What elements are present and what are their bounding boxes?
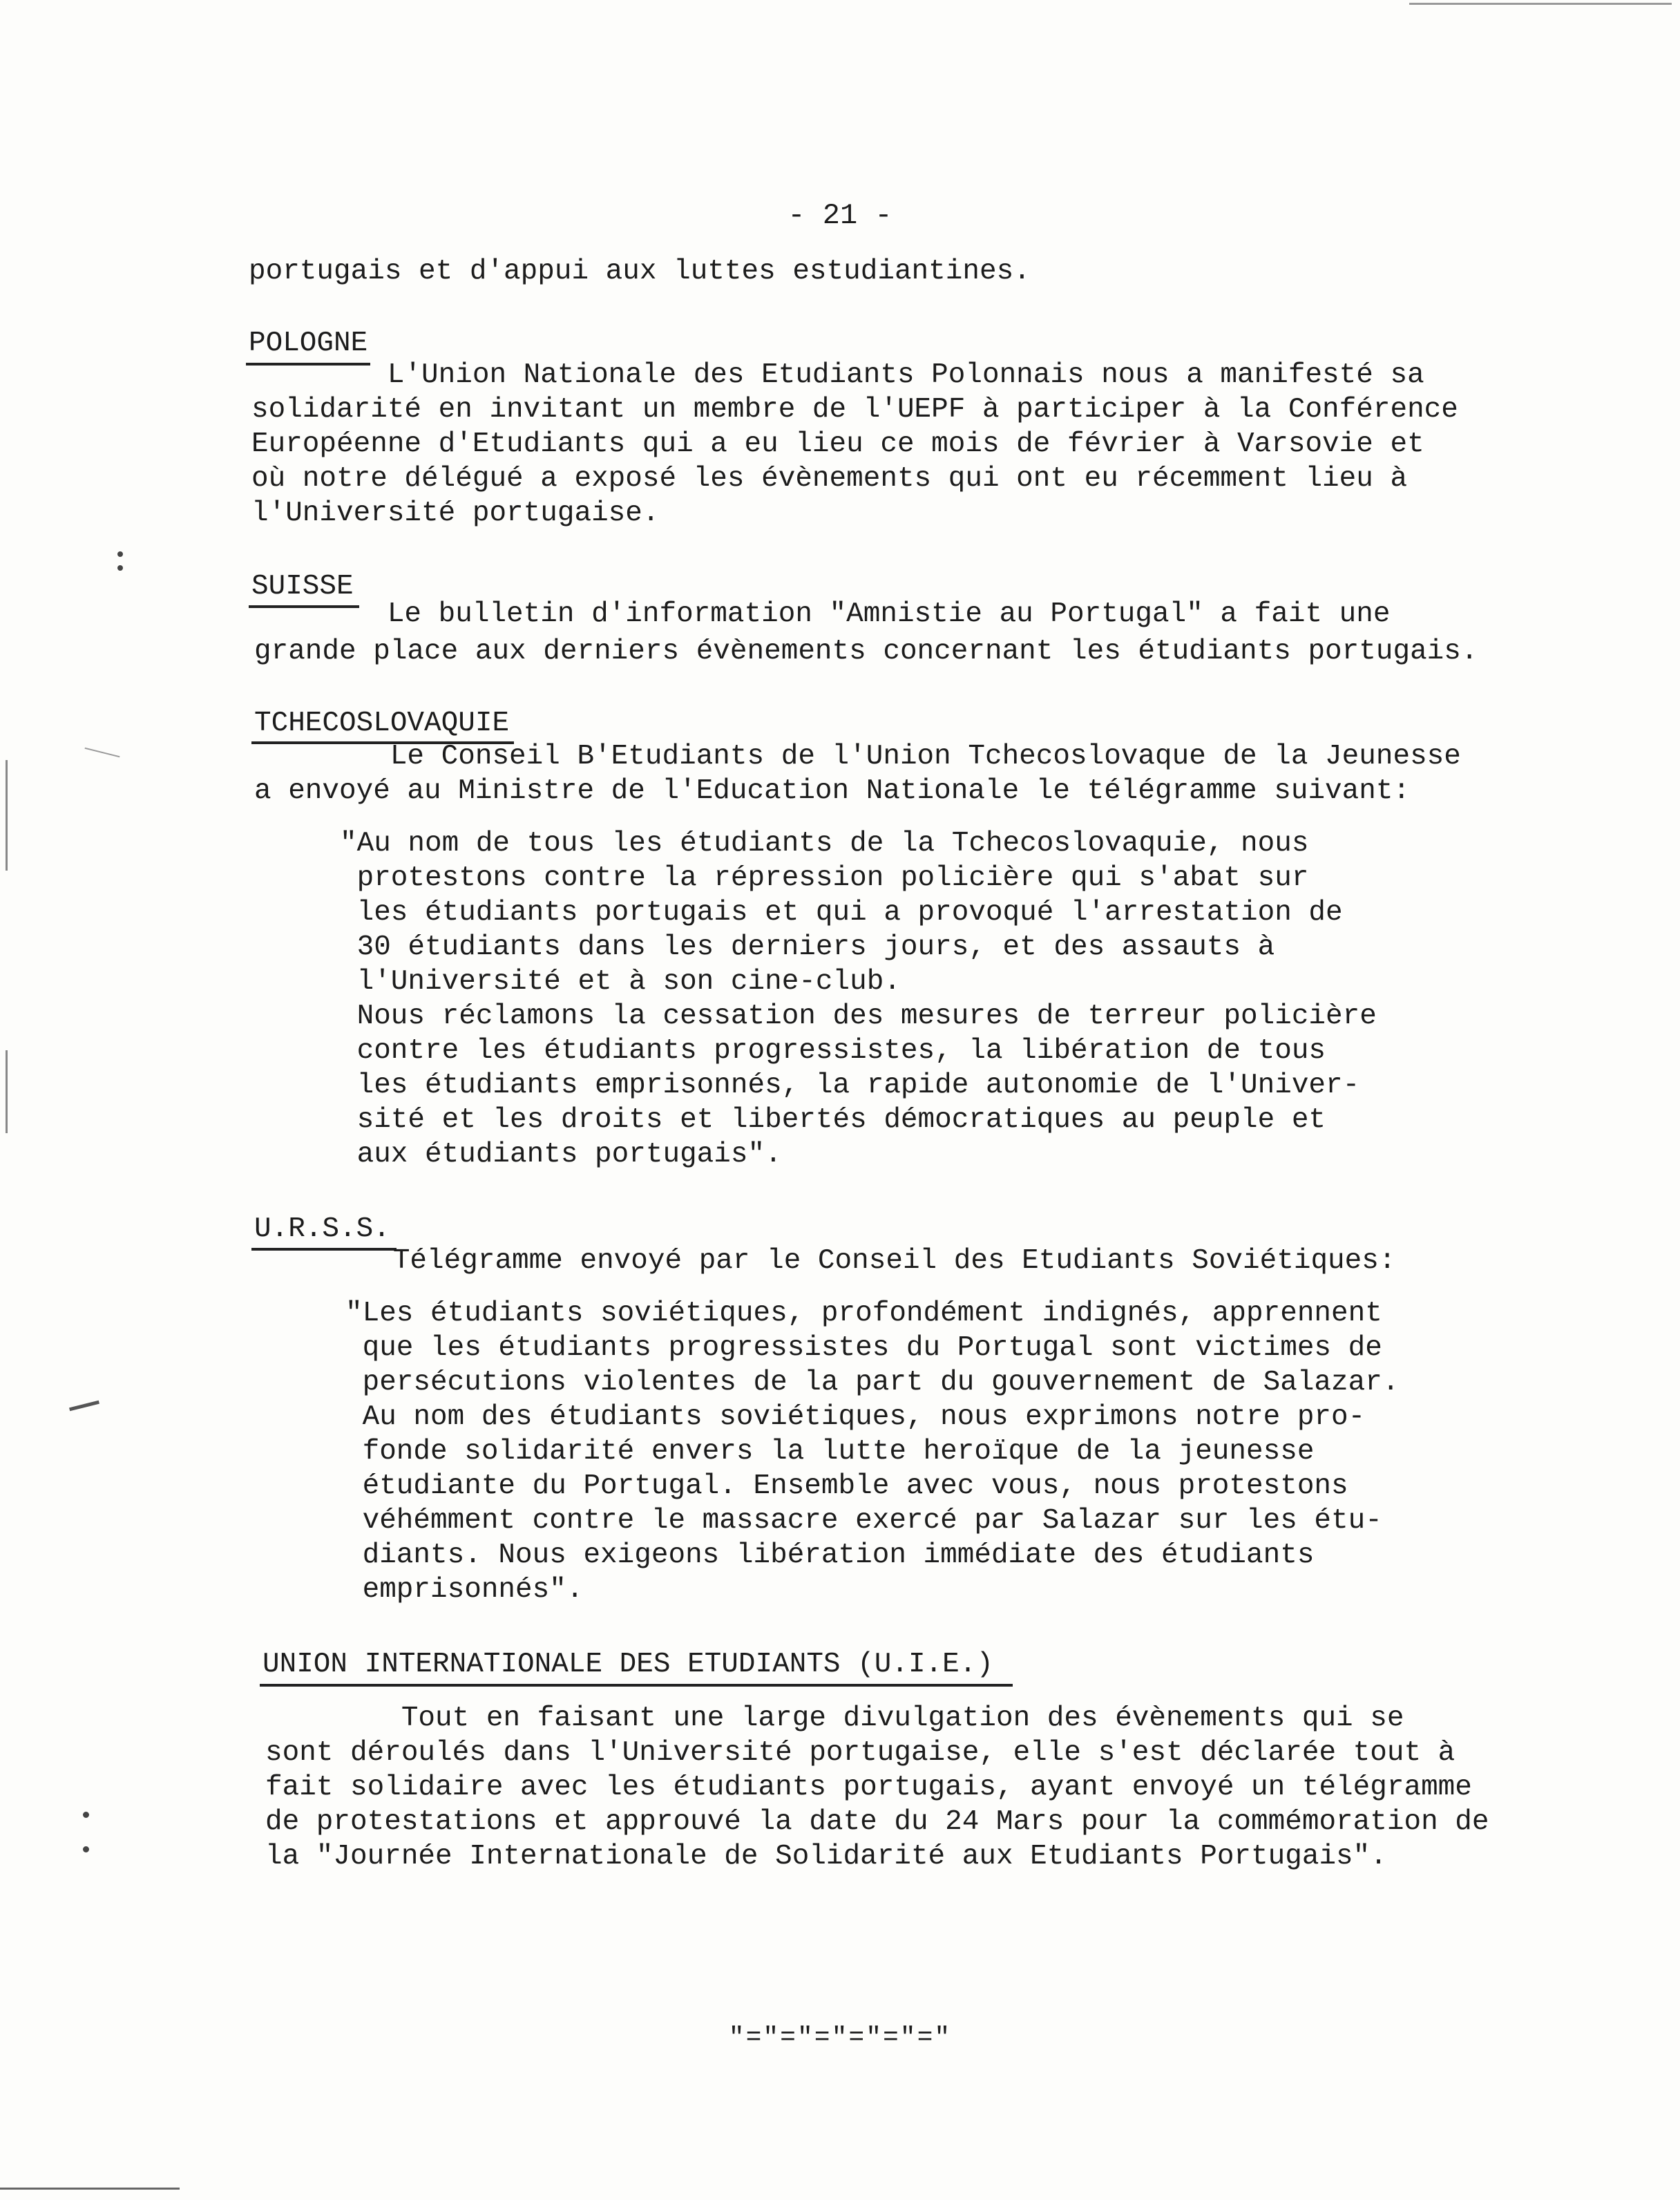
quote-line: diants. Nous exigeons libération immédiate des étudiants bbox=[345, 1539, 1315, 1571]
quote-line: persécutions violentes de la part du gouvernement de Salazar. bbox=[345, 1367, 1400, 1398]
text-line: fait solidaire avec les étudiants portugais, ayant envoyé un télégramme bbox=[265, 1772, 1472, 1803]
quote-line: sité et les droits et libertés démocratiques au peuple et bbox=[340, 1104, 1326, 1136]
quote-line: étudiante du Portugal. Ensemble avec vous, nous protestons bbox=[345, 1470, 1348, 1502]
quote-line: aux étudiants portugais". bbox=[340, 1139, 782, 1170]
quote-line: "Les étudiants soviétiques, profondément indignés, apprennent bbox=[345, 1298, 1382, 1329]
scan-speck bbox=[83, 1812, 89, 1818]
quote-line: les étudiants emprisonnés, la rapide autonomie de l'Univer- bbox=[340, 1070, 1360, 1101]
text-line: Télégramme envoyé par le Conseil des Etudiants Soviétiques: bbox=[257, 1245, 1396, 1277]
quote-line: l'Université et à son cine-club. bbox=[340, 966, 901, 998]
scan-speck bbox=[117, 551, 123, 557]
heading-underline bbox=[260, 1684, 1013, 1687]
text-line: Le bulletin d'information "Amnistie au Portugal" a fait une bbox=[251, 598, 1391, 630]
text-line: L'Union Nationale des Etudiants Polonnais nous a manifesté sa bbox=[251, 359, 1424, 391]
quote-line: Nous réclamons la cessation des mesures de terreur policière bbox=[340, 1001, 1377, 1032]
heading-suisse: SUISSE bbox=[251, 571, 354, 603]
text-line: grande place aux derniers évènements concernant les étudiants portugais. bbox=[254, 636, 1478, 667]
scan-speck bbox=[117, 565, 123, 571]
quote-line: protestons contre la répression policière qui s'abat sur bbox=[340, 862, 1309, 894]
text-line: où notre délégué a exposé les évènements qui ont eu récemment lieu à bbox=[251, 463, 1408, 495]
quote-line: Au nom des étudiants soviétiques, nous exprimons notre pro- bbox=[345, 1401, 1366, 1433]
quote-line: 30 étudiants dans les derniers jours, et des assauts à bbox=[340, 931, 1275, 963]
quote-line: véhémment contre le massacre exercé par Salazar sur les étu- bbox=[345, 1505, 1382, 1537]
page-edge bbox=[0, 2188, 180, 2190]
text-line: sont déroulés dans l'Université portugaise, elle s'est déclarée tout à bbox=[265, 1737, 1455, 1769]
scan-mark bbox=[69, 1401, 99, 1411]
text-line: Tout en faisant une large divulgation des évènements qui se bbox=[265, 1703, 1404, 1734]
quote-line: que les étudiants progressistes du Portugal sont victimes de bbox=[345, 1332, 1382, 1364]
quote-line: les étudiants portugais et qui a provoqué l'arrestation de bbox=[340, 897, 1343, 929]
text-line: la "Journée Internationale de Solidarité aux Etudiants Portugais". bbox=[265, 1841, 1387, 1872]
intro-line: portugais et d'appui aux luttes estudiantines. bbox=[249, 256, 1031, 287]
text-line: solidarité en invitant un membre de l'UEPF à participer à la Conférence bbox=[251, 394, 1458, 426]
page-edge bbox=[6, 1050, 8, 1133]
scan-speck bbox=[83, 1846, 89, 1852]
text-line: de protestations et approuvé la date du 24 Mars pour la commémoration de bbox=[265, 1806, 1489, 1838]
quote-line: "Au nom de tous les étudiants de la Tchecoslovaquie, nous bbox=[340, 828, 1309, 860]
page-number: - 21 - bbox=[788, 199, 892, 232]
quote-line: fonde solidarité envers la lutte heroïque de la jeunesse bbox=[345, 1436, 1315, 1468]
text-line: l'Université portugaise. bbox=[251, 497, 660, 529]
quote-line: contre les étudiants progressistes, la libération de tous bbox=[340, 1035, 1326, 1067]
heading-uie: UNION INTERNATIONALE DES ETUDIANTS (U.I.E.) bbox=[262, 1649, 993, 1680]
page-edge bbox=[1409, 3, 1672, 5]
heading-tchecoslovaquie: TCHECOSLOVAQUIE bbox=[254, 708, 510, 739]
heading-urss: U.R.S.S. bbox=[254, 1213, 390, 1245]
text-line: Européenne d'Etudiants qui a eu lieu ce mois de février à Varsovie et bbox=[251, 428, 1424, 460]
heading-pologne: POLOGNE bbox=[249, 328, 368, 359]
quote-line: emprisonnés". bbox=[345, 1574, 584, 1606]
text-line: Le Conseil B'Etudiants de l'Union Tchecoslovaque de la Jeunesse bbox=[254, 741, 1461, 772]
end-mark: "="="="="="=" bbox=[728, 2023, 952, 2053]
scan-mark bbox=[85, 748, 120, 758]
page-edge bbox=[6, 760, 8, 871]
text-line: a envoyé au Ministre de l'Education Nationale le télégramme suivant: bbox=[254, 775, 1411, 807]
